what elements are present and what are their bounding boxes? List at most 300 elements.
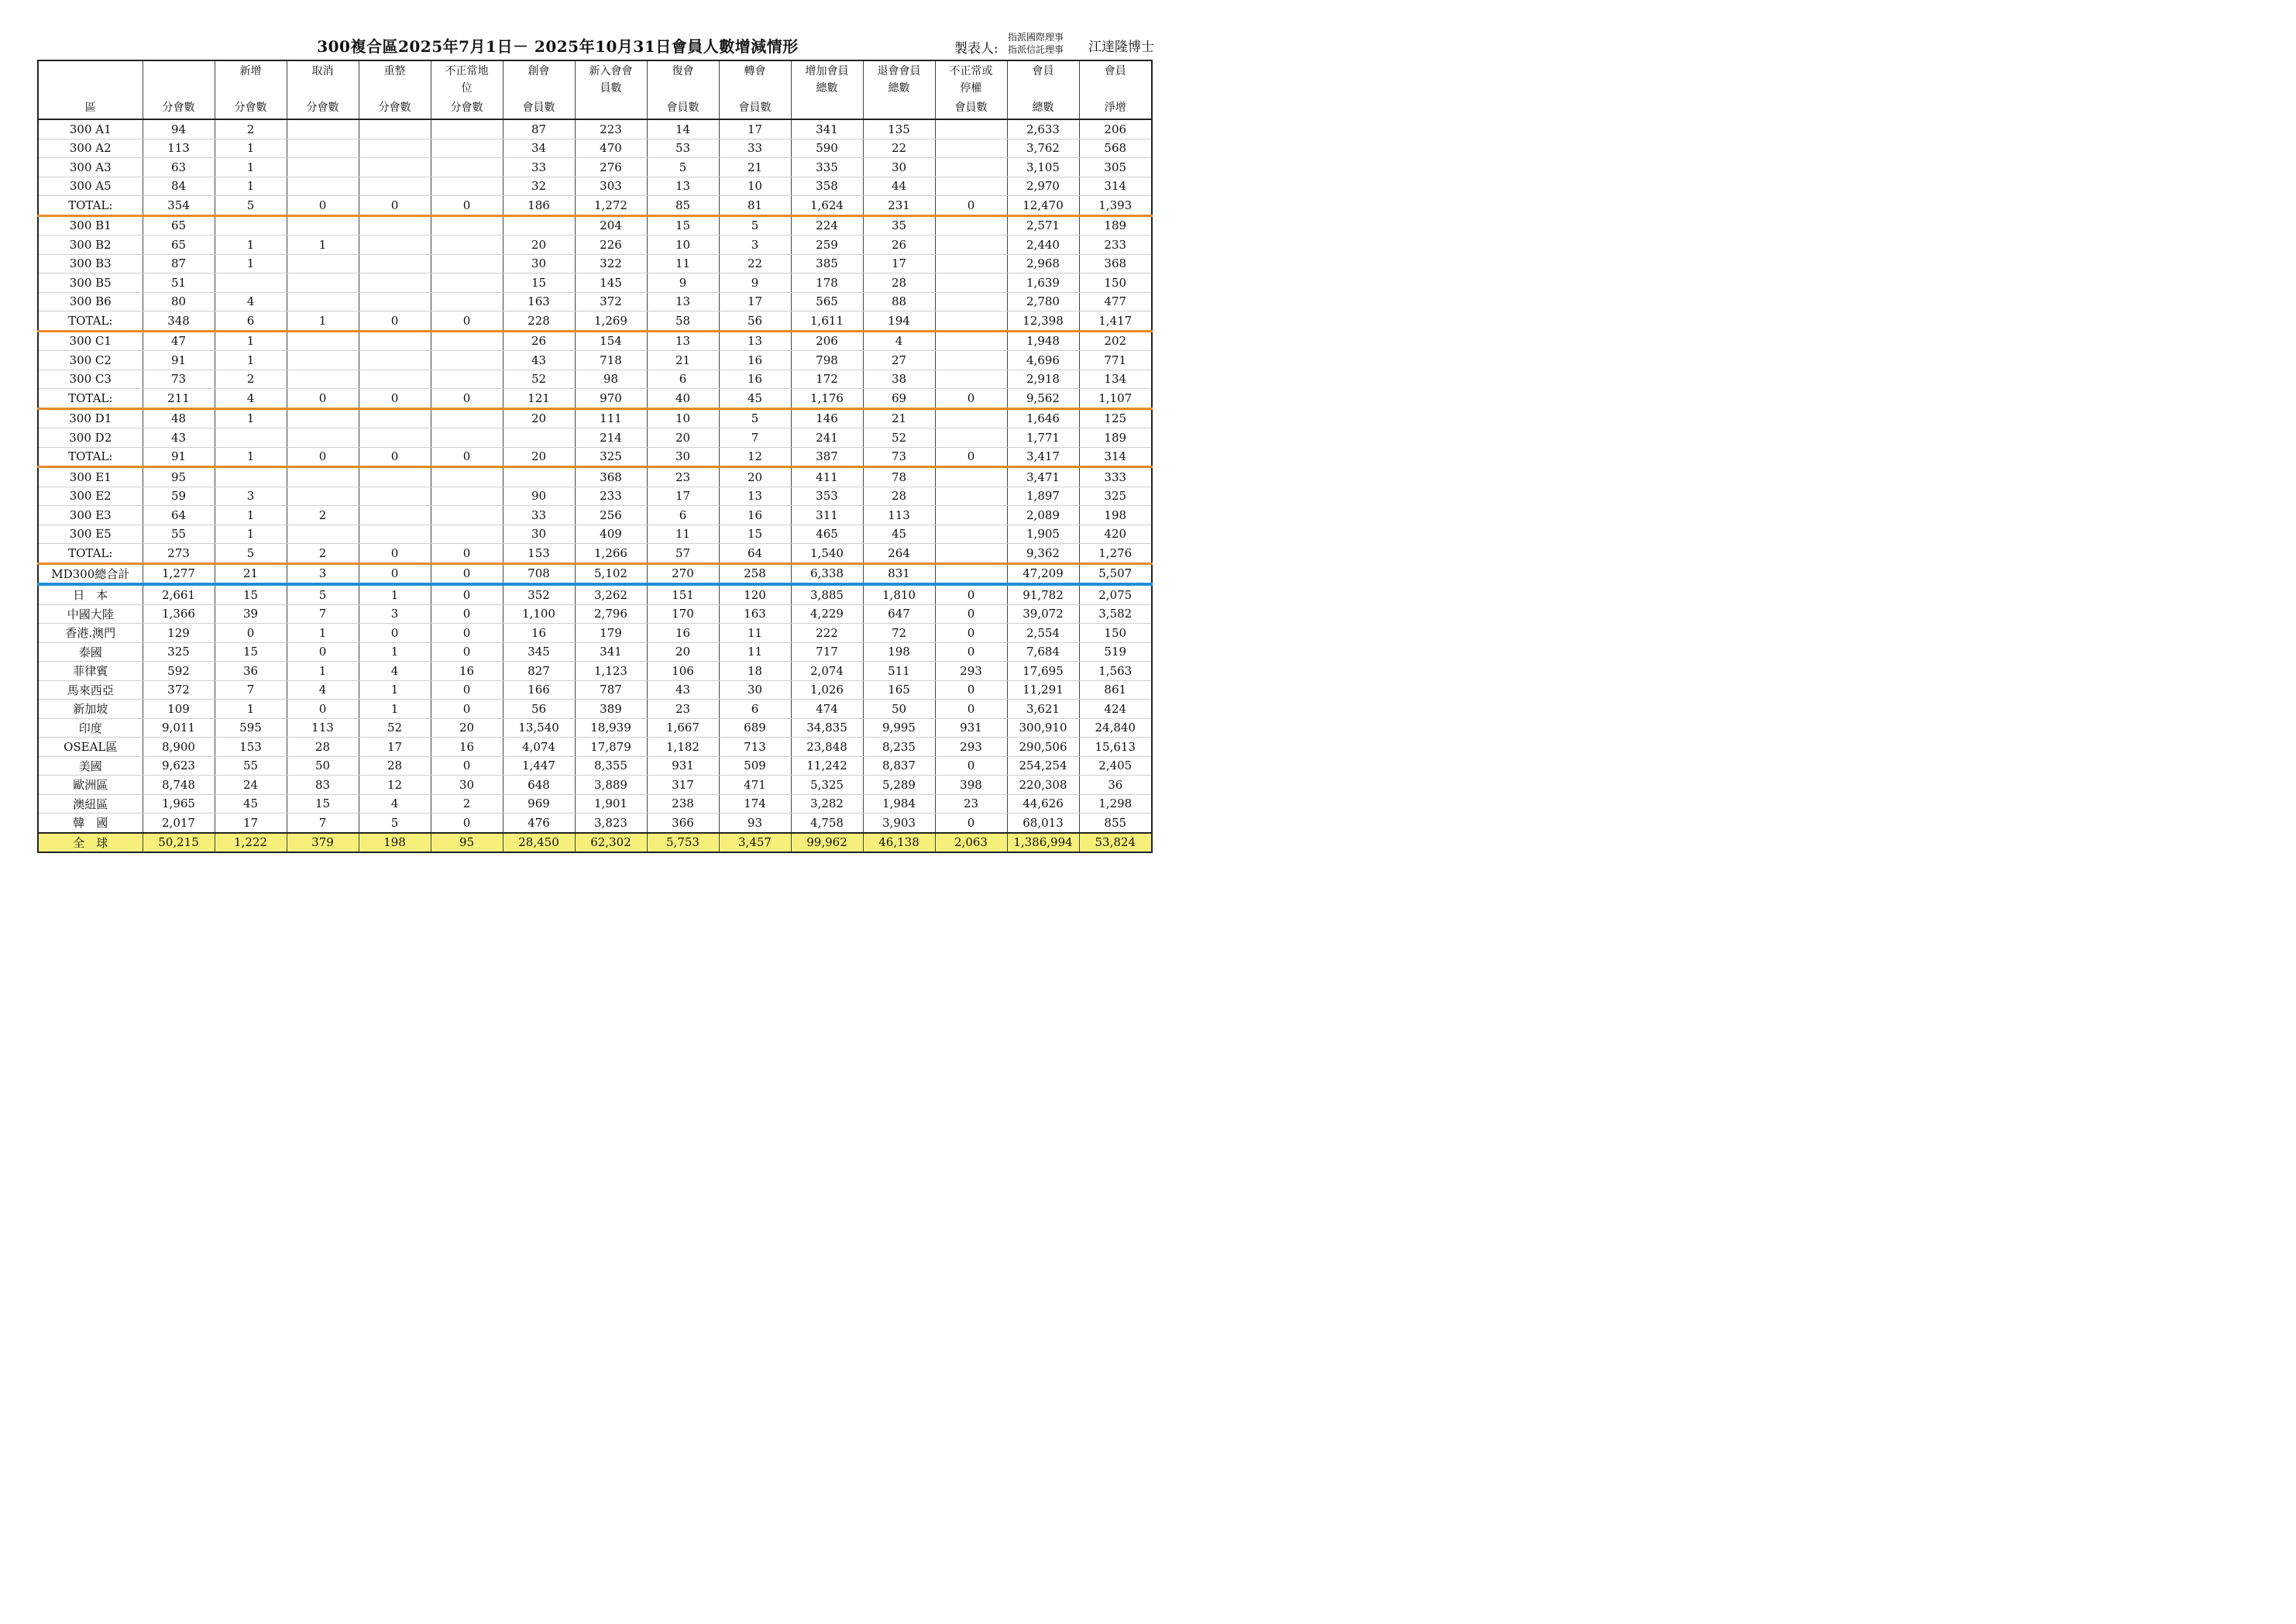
table-cell: 202 bbox=[1079, 331, 1152, 351]
table-cell: 5,102 bbox=[575, 563, 647, 584]
table-cell: 26 bbox=[863, 236, 935, 255]
table-cell: 0 bbox=[287, 700, 359, 719]
table-cell: 647 bbox=[863, 604, 935, 624]
table-cell: 2 bbox=[287, 506, 359, 525]
table-cell: 125 bbox=[1079, 408, 1152, 428]
column-header bbox=[503, 60, 575, 119]
table-cell bbox=[431, 119, 503, 139]
table-cell: 0 bbox=[431, 584, 503, 604]
table-row bbox=[38, 814, 1152, 833]
table-cell: 2,089 bbox=[1007, 506, 1079, 525]
table-cell: 6,338 bbox=[791, 563, 863, 584]
row-label: 300 A5 bbox=[38, 177, 143, 196]
table-cell bbox=[431, 177, 503, 196]
table-cell: 166 bbox=[503, 680, 575, 700]
table-cell: 56 bbox=[503, 700, 575, 719]
table-cell bbox=[359, 351, 431, 370]
table-cell: 325 bbox=[575, 447, 647, 467]
table-cell: 0 bbox=[431, 389, 503, 409]
table-cell: 28 bbox=[359, 756, 431, 776]
table-cell: 0 bbox=[287, 642, 359, 662]
table-row bbox=[38, 139, 1152, 158]
table-cell: 0 bbox=[431, 196, 503, 216]
table-cell: 368 bbox=[575, 467, 647, 487]
table-cell: 0 bbox=[935, 642, 1007, 662]
total-row bbox=[38, 544, 1152, 564]
table-cell bbox=[287, 408, 359, 428]
table-cell: 10 bbox=[647, 236, 719, 255]
table-cell: 3 bbox=[359, 604, 431, 624]
table-cell: 7,684 bbox=[1007, 642, 1079, 662]
table-cell: 1,901 bbox=[575, 794, 647, 814]
table-cell: 32 bbox=[503, 177, 575, 196]
table-cell: 224 bbox=[791, 215, 863, 236]
table-cell: 20 bbox=[503, 236, 575, 255]
column-header-top: 新增 bbox=[239, 65, 262, 77]
table-cell: 411 bbox=[791, 467, 863, 487]
table-cell: 0 bbox=[287, 389, 359, 409]
table-cell: 256 bbox=[575, 506, 647, 525]
row-label: 300 D1 bbox=[38, 408, 143, 428]
table-cell: 379 bbox=[287, 833, 359, 853]
table-cell: 135 bbox=[863, 119, 935, 139]
table-cell bbox=[359, 215, 431, 236]
table-cell: 10 bbox=[719, 177, 791, 196]
table-cell bbox=[359, 370, 431, 389]
column-header bbox=[863, 60, 935, 119]
table-cell: 648 bbox=[503, 776, 575, 795]
table-cell: 165 bbox=[863, 680, 935, 700]
table-cell: 2,075 bbox=[1079, 584, 1152, 604]
table-cell: 4 bbox=[863, 331, 935, 351]
table-cell: 1,447 bbox=[503, 756, 575, 776]
table-cell: 43 bbox=[647, 680, 719, 700]
table-cell: 34,835 bbox=[791, 718, 863, 738]
table-cell: 2,780 bbox=[1007, 292, 1079, 311]
row-label: MD300總合計 bbox=[38, 563, 143, 584]
table-cell: 7 bbox=[287, 814, 359, 833]
table-cell: 52 bbox=[503, 370, 575, 389]
table-cell: 150 bbox=[1079, 274, 1152, 293]
table-cell: 366 bbox=[647, 814, 719, 833]
table-cell bbox=[359, 119, 431, 139]
table-cell: 23 bbox=[647, 467, 719, 487]
table-cell: 2,918 bbox=[1007, 370, 1079, 389]
table-cell: 13 bbox=[719, 487, 791, 506]
table-cell: 9,362 bbox=[1007, 544, 1079, 564]
table-cell: 178 bbox=[791, 274, 863, 293]
table-cell: 91 bbox=[143, 351, 215, 370]
table-cell: 3 bbox=[287, 563, 359, 584]
table-cell: 163 bbox=[503, 292, 575, 311]
column-header bbox=[431, 60, 503, 119]
row-label: TOTAL: bbox=[38, 544, 143, 564]
table-cell: 4 bbox=[287, 680, 359, 700]
row-label: 300 A3 bbox=[38, 158, 143, 177]
table-cell: 568 bbox=[1079, 139, 1152, 158]
table-cell: 16 bbox=[719, 370, 791, 389]
table-cell: 689 bbox=[719, 718, 791, 738]
column-header-bottom: 分會數 bbox=[450, 102, 483, 114]
row-label: 300 B5 bbox=[38, 274, 143, 293]
table-cell: 153 bbox=[503, 544, 575, 564]
table-cell: 7 bbox=[719, 428, 791, 448]
table-cell bbox=[935, 236, 1007, 255]
table-cell: 592 bbox=[143, 662, 215, 681]
table-cell bbox=[935, 158, 1007, 177]
column-header bbox=[791, 60, 863, 119]
table-cell: 9,562 bbox=[1007, 389, 1079, 409]
table-cell: 95 bbox=[431, 833, 503, 853]
table-cell: 1,897 bbox=[1007, 487, 1079, 506]
table-cell: 1 bbox=[215, 506, 287, 525]
table-cell: 787 bbox=[575, 680, 647, 700]
table-cell: 0 bbox=[935, 680, 1007, 700]
table-cell: 52 bbox=[863, 428, 935, 448]
table-cell bbox=[287, 215, 359, 236]
table-cell: 354 bbox=[143, 196, 215, 216]
maker-role: 指派國際理事 bbox=[1008, 32, 1064, 43]
table-cell: 28 bbox=[863, 487, 935, 506]
table-cell: 1 bbox=[215, 525, 287, 544]
table-row bbox=[38, 119, 1152, 139]
table-cell: 17 bbox=[719, 119, 791, 139]
table-cell: 1 bbox=[215, 447, 287, 467]
table-cell: 17 bbox=[863, 254, 935, 274]
table-cell: 6 bbox=[215, 311, 287, 332]
table-cell: 855 bbox=[1079, 814, 1152, 833]
table-cell: 11 bbox=[719, 642, 791, 662]
table-cell: 84 bbox=[143, 177, 215, 196]
table-cell bbox=[431, 525, 503, 544]
table-cell: 151 bbox=[647, 584, 719, 604]
table-cell: 170 bbox=[647, 604, 719, 624]
table-cell: 28 bbox=[863, 274, 935, 293]
table-cell: 53,824 bbox=[1079, 833, 1152, 853]
column-header-bottom: 會員數 bbox=[666, 102, 699, 114]
table-cell: 36 bbox=[1079, 776, 1152, 795]
table-cell: 1 bbox=[215, 254, 287, 274]
table-cell: 0 bbox=[431, 700, 503, 719]
table-row bbox=[38, 525, 1152, 544]
column-header-bottom: 分會數 bbox=[378, 102, 411, 114]
table-cell: 713 bbox=[719, 738, 791, 757]
table-cell: 861 bbox=[1079, 680, 1152, 700]
table-cell: 1,100 bbox=[503, 604, 575, 624]
table-cell: 55 bbox=[143, 525, 215, 544]
table-cell: 4 bbox=[215, 292, 287, 311]
table-cell: 47 bbox=[143, 331, 215, 351]
table-row bbox=[38, 351, 1152, 370]
table-cell: 11 bbox=[719, 624, 791, 643]
table-cell: 470 bbox=[575, 139, 647, 158]
world-total-row bbox=[38, 833, 1152, 853]
table-cell bbox=[935, 254, 1007, 274]
table-cell: 47,209 bbox=[1007, 563, 1079, 584]
table-cell bbox=[431, 370, 503, 389]
table-cell bbox=[935, 177, 1007, 196]
column-header bbox=[215, 60, 287, 119]
table-row bbox=[38, 584, 1152, 604]
table-cell: 62,302 bbox=[575, 833, 647, 853]
table-cell: 44 bbox=[863, 177, 935, 196]
table-cell: 0 bbox=[359, 389, 431, 409]
table-cell: 1,176 bbox=[791, 389, 863, 409]
table-cell: 39 bbox=[215, 604, 287, 624]
table-cell: 1 bbox=[215, 236, 287, 255]
table-body bbox=[38, 119, 1152, 852]
table-cell: 16 bbox=[431, 738, 503, 757]
table-cell bbox=[359, 158, 431, 177]
table-cell: 348 bbox=[143, 311, 215, 332]
table-cell: 21 bbox=[647, 351, 719, 370]
table-cell: 109 bbox=[143, 700, 215, 719]
table-cell: 64 bbox=[719, 544, 791, 564]
table-cell: 8,837 bbox=[863, 756, 935, 776]
table-cell: 27 bbox=[863, 351, 935, 370]
table-cell: 1 bbox=[215, 139, 287, 158]
table-cell: 98 bbox=[575, 370, 647, 389]
table-cell: 3,889 bbox=[575, 776, 647, 795]
table-cell bbox=[431, 331, 503, 351]
table-row bbox=[38, 254, 1152, 274]
column-header bbox=[143, 60, 215, 119]
table-cell: 1 bbox=[215, 351, 287, 370]
table-cell: 231 bbox=[863, 196, 935, 216]
table-cell: 2 bbox=[431, 794, 503, 814]
table-cell: 1,222 bbox=[215, 833, 287, 853]
table-cell: 1 bbox=[215, 700, 287, 719]
table-cell: 43 bbox=[143, 428, 215, 448]
table-cell: 2,633 bbox=[1007, 119, 1079, 139]
column-header bbox=[575, 60, 647, 119]
table-cell: 0 bbox=[359, 447, 431, 467]
table-row bbox=[38, 700, 1152, 719]
table-cell: 163 bbox=[719, 604, 791, 624]
table-cell: 15,613 bbox=[1079, 738, 1152, 757]
column-header-bottom: 分會數 bbox=[306, 102, 339, 114]
table-cell: 198 bbox=[359, 833, 431, 853]
row-label: 新加坡 bbox=[38, 700, 143, 719]
table-cell: 368 bbox=[1079, 254, 1152, 274]
table-cell bbox=[431, 506, 503, 525]
column-header-bottom: 區 bbox=[84, 102, 96, 114]
row-label: 300 B2 bbox=[38, 236, 143, 255]
table-cell: 5,507 bbox=[1079, 563, 1152, 584]
table-cell: 3 bbox=[215, 487, 287, 506]
table-cell: 72 bbox=[863, 624, 935, 643]
table-cell: 1,298 bbox=[1079, 794, 1152, 814]
table-cell: 341 bbox=[791, 119, 863, 139]
table-cell bbox=[431, 274, 503, 293]
table-cell: 1 bbox=[287, 236, 359, 255]
table-cell: 154 bbox=[575, 331, 647, 351]
table-cell: 3,471 bbox=[1007, 467, 1079, 487]
maker-name: 江達隆博士 bbox=[1088, 40, 1154, 55]
row-label: 泰國 bbox=[38, 642, 143, 662]
table-cell: 970 bbox=[575, 389, 647, 409]
row-label: OSEAL區 bbox=[38, 738, 143, 757]
table-cell: 0 bbox=[431, 680, 503, 700]
table-cell bbox=[287, 139, 359, 158]
table-cell: 0 bbox=[431, 604, 503, 624]
table-cell bbox=[359, 254, 431, 274]
table-cell: 21 bbox=[863, 408, 935, 428]
table-cell: 121 bbox=[503, 389, 575, 409]
table-cell: 0 bbox=[359, 311, 431, 332]
table-cell: 827 bbox=[503, 662, 575, 681]
table-cell: 9 bbox=[647, 274, 719, 293]
table-cell: 4 bbox=[359, 662, 431, 681]
table-cell: 35 bbox=[863, 215, 935, 236]
table-cell: 7 bbox=[287, 604, 359, 624]
table-cell: 424 bbox=[1079, 700, 1152, 719]
table-cell: 12 bbox=[719, 447, 791, 467]
table-cell: 474 bbox=[791, 700, 863, 719]
table-cell: 708 bbox=[503, 563, 575, 584]
table-cell: 1,639 bbox=[1007, 274, 1079, 293]
table-cell: 17,879 bbox=[575, 738, 647, 757]
row-label: 中國大陸 bbox=[38, 604, 143, 624]
table-cell: 3,457 bbox=[719, 833, 791, 853]
table-cell: 595 bbox=[215, 718, 287, 738]
table-cell: 5 bbox=[647, 158, 719, 177]
table-cell: 276 bbox=[575, 158, 647, 177]
table-row bbox=[38, 756, 1152, 776]
table-cell: 314 bbox=[1079, 177, 1152, 196]
table-cell bbox=[287, 351, 359, 370]
table-cell: 15 bbox=[215, 642, 287, 662]
table-cell: 718 bbox=[575, 351, 647, 370]
table-cell bbox=[935, 139, 1007, 158]
table-cell: 22 bbox=[719, 254, 791, 274]
column-header-bottom: 淨增 bbox=[1104, 102, 1126, 114]
maker-label: 製表人: bbox=[954, 41, 998, 57]
table-cell: 38 bbox=[863, 370, 935, 389]
table-cell: 358 bbox=[791, 177, 863, 196]
table-row bbox=[38, 370, 1152, 389]
table-cell: 3,262 bbox=[575, 584, 647, 604]
table-cell: 1,417 bbox=[1079, 311, 1152, 332]
table-cell: 1,771 bbox=[1007, 428, 1079, 448]
row-label: 300 C1 bbox=[38, 331, 143, 351]
table-cell: 198 bbox=[863, 642, 935, 662]
table-cell bbox=[431, 467, 503, 487]
column-header-bottom: 分會數 bbox=[162, 102, 195, 114]
table-cell bbox=[935, 292, 1007, 311]
maker-role: 指派信託理事 bbox=[1008, 44, 1064, 55]
table-cell: 24,840 bbox=[1079, 718, 1152, 738]
table-cell: 179 bbox=[575, 624, 647, 643]
table-cell: 335 bbox=[791, 158, 863, 177]
table-cell: 30 bbox=[719, 680, 791, 700]
table-cell: 153 bbox=[215, 738, 287, 757]
row-label: 300 E5 bbox=[38, 525, 143, 544]
table-cell: 2 bbox=[287, 544, 359, 564]
table-cell: 0 bbox=[431, 756, 503, 776]
table-cell bbox=[935, 525, 1007, 544]
table-cell: 1,386,994 bbox=[1007, 833, 1079, 853]
table-cell: 14 bbox=[647, 119, 719, 139]
table-cell: 0 bbox=[935, 604, 1007, 624]
table-cell: 0 bbox=[935, 700, 1007, 719]
table-row bbox=[38, 292, 1152, 311]
table-cell: 1 bbox=[359, 700, 431, 719]
table-cell: 172 bbox=[791, 370, 863, 389]
table-cell: 20 bbox=[719, 467, 791, 487]
table-cell: 58 bbox=[647, 311, 719, 332]
table-row bbox=[38, 331, 1152, 351]
table-cell: 2,405 bbox=[1079, 756, 1152, 776]
table-cell: 273 bbox=[143, 544, 215, 564]
table-cell: 113 bbox=[143, 139, 215, 158]
table-cell: 1,123 bbox=[575, 662, 647, 681]
table-cell: 26 bbox=[503, 331, 575, 351]
table-cell bbox=[431, 139, 503, 158]
table-cell: 931 bbox=[935, 718, 1007, 738]
table-cell: 146 bbox=[791, 408, 863, 428]
table-cell: 2,554 bbox=[1007, 624, 1079, 643]
table-cell: 18,939 bbox=[575, 718, 647, 738]
table-cell bbox=[431, 408, 503, 428]
table-cell bbox=[935, 544, 1007, 564]
table-cell bbox=[215, 274, 287, 293]
table-cell: 471 bbox=[719, 776, 791, 795]
table-cell: 65 bbox=[143, 236, 215, 255]
table-cell bbox=[935, 274, 1007, 293]
table-cell: 198 bbox=[1079, 506, 1152, 525]
table-cell bbox=[431, 215, 503, 236]
table-cell bbox=[503, 428, 575, 448]
table-cell: 64 bbox=[143, 506, 215, 525]
table-cell: 10 bbox=[647, 408, 719, 428]
table-cell: 50 bbox=[287, 756, 359, 776]
table-cell: 2,074 bbox=[791, 662, 863, 681]
table-cell bbox=[935, 487, 1007, 506]
table-cell bbox=[287, 370, 359, 389]
table-cell bbox=[287, 292, 359, 311]
table-row bbox=[38, 718, 1152, 738]
table-cell: 254,254 bbox=[1007, 756, 1079, 776]
table-cell: 13 bbox=[647, 292, 719, 311]
table-cell: 0 bbox=[431, 447, 503, 467]
table-cell bbox=[287, 254, 359, 274]
row-label: 馬來西亞 bbox=[38, 680, 143, 700]
table-cell: 6 bbox=[647, 506, 719, 525]
table-cell: 34 bbox=[503, 139, 575, 158]
table-cell bbox=[935, 428, 1007, 448]
table-cell: 113 bbox=[863, 506, 935, 525]
column-header-top: 增加會員 總數 bbox=[805, 65, 849, 95]
table-cell: 3,282 bbox=[791, 794, 863, 814]
table-cell: 17 bbox=[719, 292, 791, 311]
table-cell: 0 bbox=[359, 544, 431, 564]
table-cell: 33 bbox=[719, 139, 791, 158]
column-header-top: 不正常或 停權 bbox=[949, 65, 993, 95]
table-cell: 1 bbox=[215, 158, 287, 177]
table-cell: 2,661 bbox=[143, 584, 215, 604]
table-cell bbox=[935, 331, 1007, 351]
total-row bbox=[38, 447, 1152, 467]
table-cell bbox=[935, 351, 1007, 370]
table-cell: 4,074 bbox=[503, 738, 575, 757]
table-cell: 3,582 bbox=[1079, 604, 1152, 624]
column-header-top: 不正常地 位 bbox=[445, 65, 489, 95]
table-cell: 16 bbox=[719, 506, 791, 525]
table-cell: 94 bbox=[143, 119, 215, 139]
table-cell: 3,417 bbox=[1007, 447, 1079, 467]
table-cell bbox=[935, 370, 1007, 389]
